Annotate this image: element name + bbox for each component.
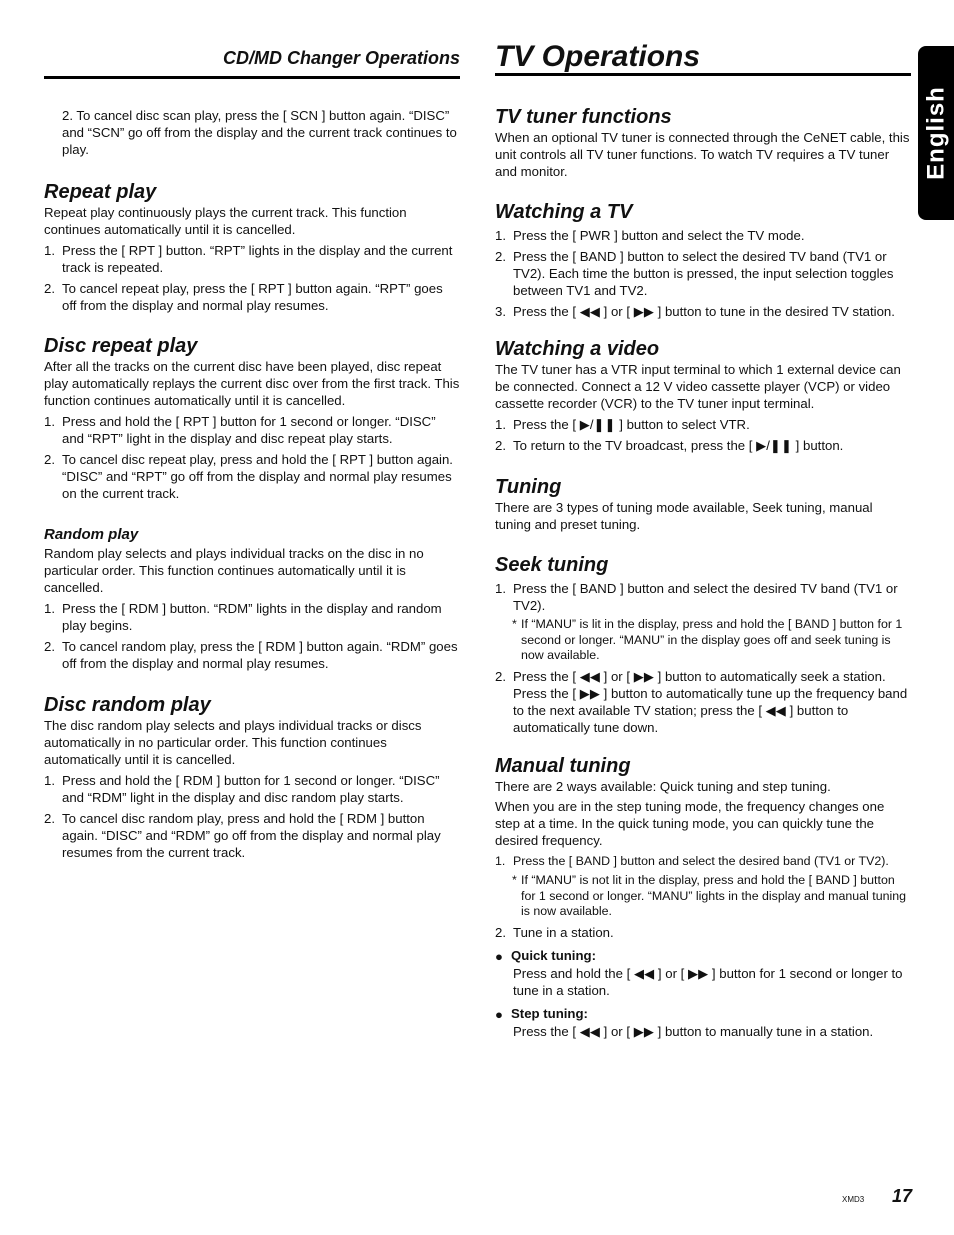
language-tab <box>918 46 954 220</box>
tuning-title: Tuning <box>495 476 562 498</box>
watching-video-intro: The TV tuner has a VTR input terminal to which 1 external device can be connected. Connect a 12 V video cassette player (VCP) or video cassette recorder (VCR) to the TV tuner input terminal. <box>495 362 901 411</box>
list-item: 1. Press the [ PWR ] button and select the TV mode. <box>495 228 805 243</box>
manual-tuning-title: Manual tuning <box>495 755 631 777</box>
tuning-intro: There are 3 types of tuning mode available, Seek tuning, manual tuning and preset tuning. <box>495 500 873 532</box>
random-play-section <box>44 526 460 672</box>
scan-cancel-block <box>44 107 460 158</box>
repeat-play-title: Repeat play <box>44 181 157 203</box>
list-item: 1. Press the [ BAND ] button and select the desired TV band (TV1 or TV2). <box>495 581 898 613</box>
list-item: 1. Press the [ RPT ] button. “RPT” lights in the display and the current track is repeated. <box>44 243 453 275</box>
manual-tuning-section <box>495 755 911 1040</box>
list-item: 2. To cancel disc repeat play, press and hold the [ RPT ] button again. “DISC” and “RPT” go off from the display and normal play resumes on the current track. <box>44 452 453 501</box>
list-item: 2. Press the [ BAND ] button to select the desired TV band (TV1 or TV2). Each time the button is pressed, the input selection toggles between TV1 and TV2. <box>495 249 894 298</box>
page-title: TV Operations <box>495 40 701 73</box>
quick-tuning-label: ● Quick tuning: <box>495 947 596 964</box>
disc-random-title: Disc random play <box>44 694 211 716</box>
list-item: 1. Press and hold the [ RDM ] button for 1 second or longer. “DISC” and “RDM” light in the display and disc random play starts. <box>44 773 440 805</box>
watching-video-title: Watching a video <box>495 338 660 360</box>
tv-tuner-intro: When an optional TV tuner is connected through the CeNET cable, this unit controls all TV tuner functions. To watch TV requires a TV tuner and monitor. <box>495 130 910 179</box>
random-play-intro: Random play selects and plays individual tracks on the disc in no particular order. This function continues automatically until it is cancelled. <box>44 546 424 595</box>
bullet-icon: ● <box>495 948 503 964</box>
list-item: 2. Tune in a station. <box>495 924 614 940</box>
watching-tv-title: Watching a TV <box>495 201 633 223</box>
page-number: 17 <box>892 1186 913 1206</box>
watching-video-section <box>495 338 911 454</box>
note: * If “MANU” is lit in the display, press and hold the [ BAND ] button for 1 second or longer. “MANU” in the display goes off and seek tuning is now available. <box>512 617 903 662</box>
random-play-title: Random play <box>44 526 139 543</box>
step-tuning-label: ● Step tuning: <box>495 1005 588 1022</box>
tuning-section <box>495 476 911 533</box>
disc-repeat-section <box>44 335 460 502</box>
model-code: XMD3 <box>842 1195 865 1204</box>
quick-tuning-text: Press and hold the [ ◀◀ ] or [ ▶▶ ] button for 1 second or longer to tune in a station. <box>513 965 903 998</box>
list-item: 1. Press the [ RDM ] button. “RDM” lights in the display and random play begins. <box>44 601 442 633</box>
list-item: 1. Press the [ BAND ] button and select the desired band (TV1 or TV2). <box>495 854 889 868</box>
disc-random-section <box>44 694 460 861</box>
disc-repeat-title: Disc repeat play <box>44 335 198 357</box>
right-section-header <box>495 40 911 76</box>
list-item: 2. To cancel random play, press the [ RDM ] button again. “RDM” goes off from the display and normal play resumes. <box>44 639 458 671</box>
list-item: 2. Press the [ ◀◀ ] or [ ▶▶ ] button to automatically seek a station. Press the [ ▶▶ ] button to automatically tune up the frequency band to the next available TV station; press the [ ◀◀ ] button to automatically tune down. <box>495 668 908 735</box>
list-item: 2. To return to the TV broadcast, press the [ ▶/❚❚ ] button. <box>495 438 844 453</box>
language-tab-label: English <box>922 86 950 180</box>
left-section-header <box>44 50 460 79</box>
list-item: 2. To cancel disc random play, press and hold the [ RDM ] button again. “DISC” and “RDM” go off from the display and normal play resumes from the current track. <box>44 811 441 860</box>
disc-random-intro: The disc random play selects and plays individual tracks or discs automatically in no particular order. This function continues automatically until it is cancelled. <box>44 718 422 767</box>
list-item: 3. Press the [ ◀◀ ] or [ ▶▶ ] button to tune in the desired TV station. <box>495 304 895 319</box>
tv-tuner-title: TV tuner functions <box>495 106 672 128</box>
disc-repeat-intro: After all the tracks on the current disc have been played, disc repeat play automatically replays the current disc over from the first track. This function continues automatically until it is cancelled. <box>44 359 460 408</box>
list-item: 1. Press and hold the [ RPT ] button for 1 second or longer. “DISC” and “RPT” light in the display and disc repeat play starts. <box>44 414 436 446</box>
bullet-icon: ● <box>495 1006 503 1022</box>
repeat-play-intro: Repeat play continuously plays the current track. This function continues automatically until it is cancelled. <box>44 205 407 237</box>
watching-tv-section <box>495 201 911 320</box>
scan-cancel-text: 2. To cancel disc scan play, press the [ SCN ] button again. “DISC” and “SCN” go off from the display and the current track continues to play. <box>62 108 457 157</box>
manual-tuning-intro-2: When you are in the step tuning mode, the frequency changes one step at a time. In the quick tuning mode, you can quickly tune the desired frequency. <box>495 799 885 848</box>
seek-tuning-section <box>495 554 911 736</box>
step-tuning-text: Press the [ ◀◀ ] or [ ▶▶ ] button to manually tune in a station. <box>513 1023 874 1039</box>
manual-tuning-intro-1: There are 2 ways available: Quick tuning and step tuning. <box>495 779 831 794</box>
list-item: 1. Press the [ ▶/❚❚ ] button to select VTR. <box>495 417 750 432</box>
note: * If “MANU” is not lit in the display, press and hold the [ BAND ] button for 1 second or longer. “MANU” lights in the display and manual tuning is now available. <box>512 873 907 918</box>
left-section-title: CD/MD Changer Operations <box>222 48 460 68</box>
list-item: 2. To cancel repeat play, press the [ RPT ] button again. “RPT” goes off from the display and normal play resumes. <box>44 281 443 313</box>
seek-tuning-title: Seek tuning <box>495 554 609 576</box>
repeat-play-section <box>44 181 460 314</box>
tv-tuner-section <box>495 106 911 180</box>
